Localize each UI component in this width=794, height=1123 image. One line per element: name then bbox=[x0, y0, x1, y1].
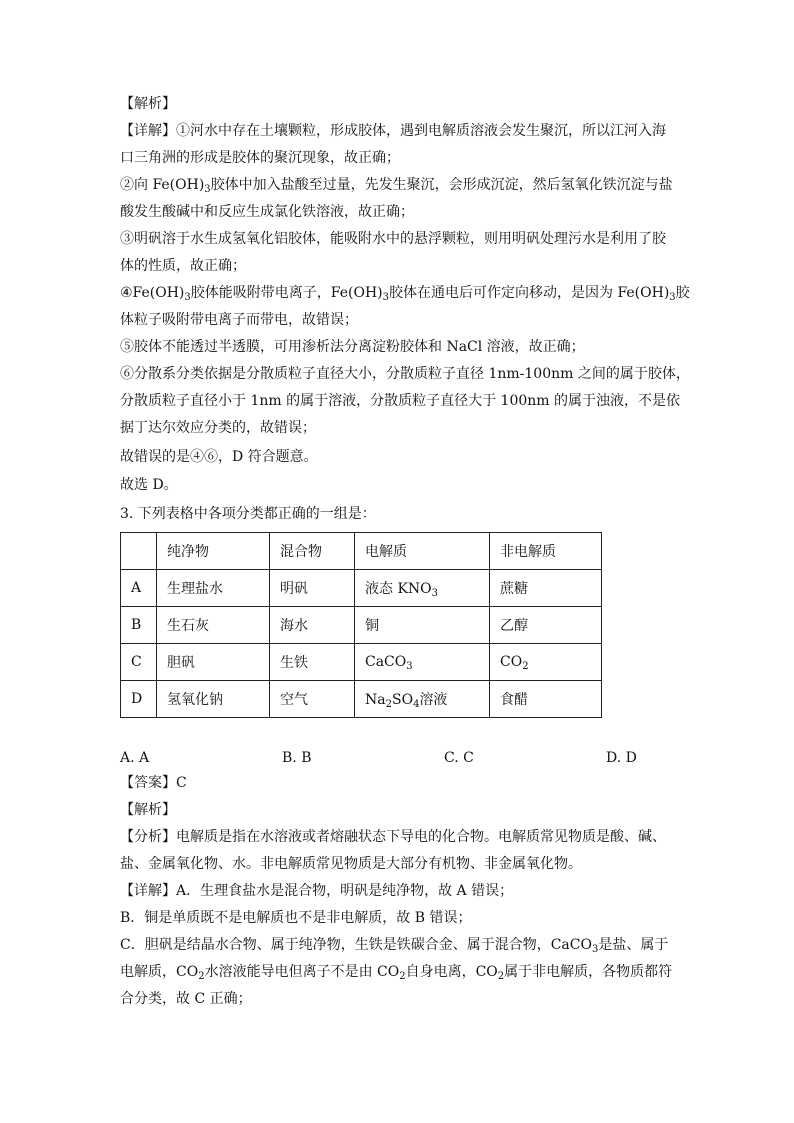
table-cell bbox=[355, 681, 490, 718]
table-cell: 生理盐水 bbox=[157, 570, 270, 607]
analysis2-line-1: 【分析】电解质是指在水溶液或者熔融状态下导电的化合物。电解质常见物质是酸、碱、 bbox=[120, 829, 666, 845]
text-run: CO bbox=[500, 654, 523, 670]
table-header-cell: 纯净物 bbox=[157, 533, 270, 570]
subscript: 2 bbox=[497, 971, 505, 982]
text-run: 是盐、属于 bbox=[598, 937, 669, 953]
row-key-cell: D bbox=[121, 681, 157, 718]
table-header-cell bbox=[121, 533, 157, 570]
table-row bbox=[121, 681, 602, 718]
subscript: 3 bbox=[406, 661, 413, 672]
subscript: 2 bbox=[522, 661, 529, 672]
table-cell bbox=[355, 570, 490, 607]
text-run: 水溶液能导电但离子不是由 CO bbox=[204, 964, 400, 980]
table-cell: 空气 bbox=[270, 681, 355, 718]
analysis-line-1: 【详解】①河水中存在土壤颗粒，形成胶体，遇到电解质溶液会发生聚沉，所以江河入海 bbox=[120, 123, 666, 139]
analysis-line-7 bbox=[120, 283, 690, 303]
table-cell: 生石灰 bbox=[157, 607, 270, 644]
text-run: ④Fe(OH) bbox=[120, 285, 185, 301]
text-run: 胶体能吸附带电离子，Fe(OH) bbox=[190, 285, 383, 301]
table-cell: 蔗糖 bbox=[490, 570, 602, 607]
subscript: 3 bbox=[382, 292, 389, 303]
text-run: 属于非电解质，各物质都符 bbox=[504, 964, 673, 980]
analysis-heading-1: 【解析】 bbox=[120, 96, 176, 112]
choice-b: B. B bbox=[282, 750, 312, 766]
analysis-heading-2: 【解析】 bbox=[120, 802, 176, 818]
analysis2-line-2: 盐、金属氧化物、水。非电解质常见物质是大部分有机物、非金属氧化物。 bbox=[120, 856, 582, 872]
text-run: 溶液 bbox=[419, 692, 448, 708]
analysis2-line-4: B．铜是单质既不是电解质也不是非电解质，故 B 错误； bbox=[120, 910, 472, 926]
table-header-cell: 电解质 bbox=[355, 533, 490, 570]
classification-table bbox=[120, 532, 602, 718]
text-run: CaCO bbox=[365, 654, 407, 670]
analysis-line-10: ⑥分散系分类依据是分散质粒子直径大小，分散质粒子直径 1nm-100nm 之间的属于胶体， bbox=[120, 366, 690, 382]
table-cell: 胆矾 bbox=[157, 644, 270, 681]
table-row bbox=[121, 607, 602, 644]
analysis-line-13: 故错误的是④⑥，D 符合题意。 bbox=[120, 449, 318, 465]
choice-c: C. C bbox=[444, 750, 474, 766]
subscript: 2 bbox=[385, 699, 392, 710]
table-cell: 食醋 bbox=[490, 681, 602, 718]
subscript: 3 bbox=[431, 588, 439, 599]
analysis2-line-6 bbox=[120, 962, 672, 982]
analysis-line-4: 酸发生酸碱中和反应生成氯化铁溶液，故正确； bbox=[120, 204, 414, 220]
analysis2-line-3: 【详解】A．生理食盐水是混合物，明矾是纯净物，故 A 错误； bbox=[120, 883, 514, 899]
analysis-line-9: ⑤胶体不能透过半透膜，可用渗析法分离淀粉胶体和 NaCl 溶液，故正确； bbox=[120, 339, 585, 355]
text-run: 胶 bbox=[675, 285, 690, 301]
subscript: 2 bbox=[198, 971, 205, 982]
table-row bbox=[121, 570, 602, 607]
table-header-cell: 混合物 bbox=[270, 533, 355, 570]
analysis-line-8: 体粒子吸附带电离子而带电，故错误； bbox=[120, 312, 358, 328]
analysis-line-11: 分散质粒子直径小于 1nm 的属于溶液，分散质粒子直径大于 100nm 的属于浊液，不是依 bbox=[120, 393, 681, 409]
text-run: Na bbox=[365, 692, 386, 708]
table-cell: 氢氧化钠 bbox=[157, 681, 270, 718]
text-run: SO bbox=[391, 692, 414, 708]
analysis-line-14: 故选 D。 bbox=[120, 477, 178, 493]
subscript: 4 bbox=[413, 699, 420, 710]
analysis-line-3 bbox=[120, 175, 673, 195]
analysis-line-12: 据丁达尔效应分类的，故错误； bbox=[120, 420, 316, 436]
table-cell: 明矾 bbox=[270, 570, 355, 607]
subscript: 3 bbox=[591, 944, 599, 955]
text-run: ②向 Fe(OH) bbox=[120, 177, 205, 193]
table-cell: 海水 bbox=[270, 607, 355, 644]
text-run: 电解质，CO bbox=[120, 964, 199, 980]
table-row bbox=[121, 644, 602, 681]
subscript: 3 bbox=[204, 184, 211, 195]
text-run: 自身电离，CO bbox=[405, 964, 498, 980]
analysis-line-6: 体的性质，故正确； bbox=[120, 258, 246, 274]
row-key-cell: A bbox=[121, 570, 157, 607]
text-run: 胶体在通电后可作定向移动，是因为 Fe(OH) bbox=[389, 285, 670, 301]
question-3-stem: 3. 下列表格中各项分类都正确的一组是： bbox=[120, 506, 376, 522]
row-key-cell: C bbox=[121, 644, 157, 681]
row-key-cell: B bbox=[121, 607, 157, 644]
table-cell bbox=[490, 644, 602, 681]
analysis2-line-5 bbox=[120, 935, 668, 955]
analysis-line-5: ③明矾溶于水生成氢氧化铝胶体，能吸附水中的悬浮颗粒，则用明矾处理污水是利用了胶 bbox=[120, 231, 666, 247]
subscript: 3 bbox=[669, 292, 676, 303]
text-run: 胶体中加入盐酸至过量，先发生聚沉，会形成沉淀，然后氢氧化铁沉淀与盐 bbox=[210, 177, 673, 193]
subscript: 2 bbox=[399, 971, 406, 982]
analysis2-line-7: 合分类，故 C 正确； bbox=[120, 991, 252, 1007]
table-header-cell: 非电解质 bbox=[490, 533, 602, 570]
choice-a: A. A bbox=[120, 750, 150, 766]
text-run: 液态 KNO bbox=[365, 581, 432, 597]
table-cell: 铜 bbox=[355, 607, 490, 644]
table-cell bbox=[355, 644, 490, 681]
answer-line: 【答案】C bbox=[120, 775, 187, 791]
subscript: 3 bbox=[184, 292, 191, 303]
analysis-line-2: 口三角洲的形成是胶体的聚沉现象，故正确； bbox=[120, 150, 400, 166]
table-cell: 生铁 bbox=[270, 644, 355, 681]
text-run: C．胆矾是结晶水合物、属于纯净物，生铁是铁碳合金、属于混合物，CaCO bbox=[120, 937, 592, 953]
table-header-row bbox=[121, 533, 602, 570]
choice-d: D. D bbox=[606, 750, 637, 766]
table-cell: 乙醇 bbox=[490, 607, 602, 644]
